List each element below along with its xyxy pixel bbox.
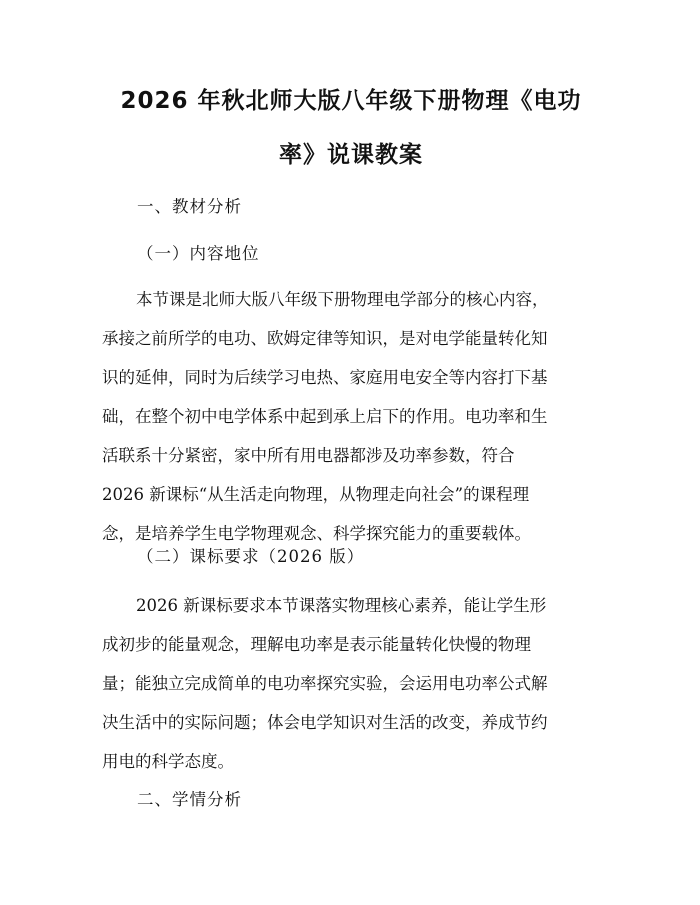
paragraph-line: 成初步的能量观念，理解电功率是表示能量转化快慢的物理 <box>102 635 531 654</box>
paragraph-line: 念，是培养学生电学物理观念、科学探究能力的重要载体。 <box>102 524 531 543</box>
paragraph-content-position <box>102 287 602 560</box>
section-heading-2: 二、学情分析 <box>137 790 242 809</box>
title-line-1: 2026 年秋北师大版八年级下册物理《电功 <box>120 88 582 114</box>
document-title <box>118 74 584 182</box>
paragraph-line: 本节课是北师大版八年级下册物理电学部分的核心内容， <box>136 290 549 309</box>
paragraph-line: 用电的科学态度。 <box>102 752 234 771</box>
paragraph-line: 2026 新课标“从生活走向物理，从物理走向社会”的课程理 <box>102 485 530 504</box>
paragraph-line: 承接之前所学的电功、欧姆定律等知识，是对电学能量转化知 <box>102 329 548 348</box>
paragraph-line: 量；能独立完成简单的电功率探究实验，会运用电功率公式解 <box>102 674 548 693</box>
subheading-curriculum-requirements: （二）课标要求（2026 版） <box>137 547 365 566</box>
section-heading-1: 一、教材分析 <box>137 197 242 216</box>
paragraph-line: 活联系十分紧密，家中所有用电器都涉及功率参数，符合 <box>102 446 515 465</box>
paragraph-line: 识的延伸，同时为后续学习电热、家庭用电安全等内容打下基 <box>102 368 548 387</box>
paragraph-line: 决生活中的实际问题；体会电学知识对生活的改变，养成节约 <box>102 713 548 732</box>
paragraph-line: 础，在整个初中电学体系中起到承上启下的作用。电功率和生 <box>102 407 548 426</box>
paragraph-curriculum-requirements <box>102 593 602 788</box>
title-line-2: 率》说课教案 <box>279 142 423 168</box>
paragraph-line: 2026 新课标要求本节课落实物理核心素养，能让学生形 <box>136 596 547 615</box>
subheading-content-position: （一）内容地位 <box>137 244 260 263</box>
